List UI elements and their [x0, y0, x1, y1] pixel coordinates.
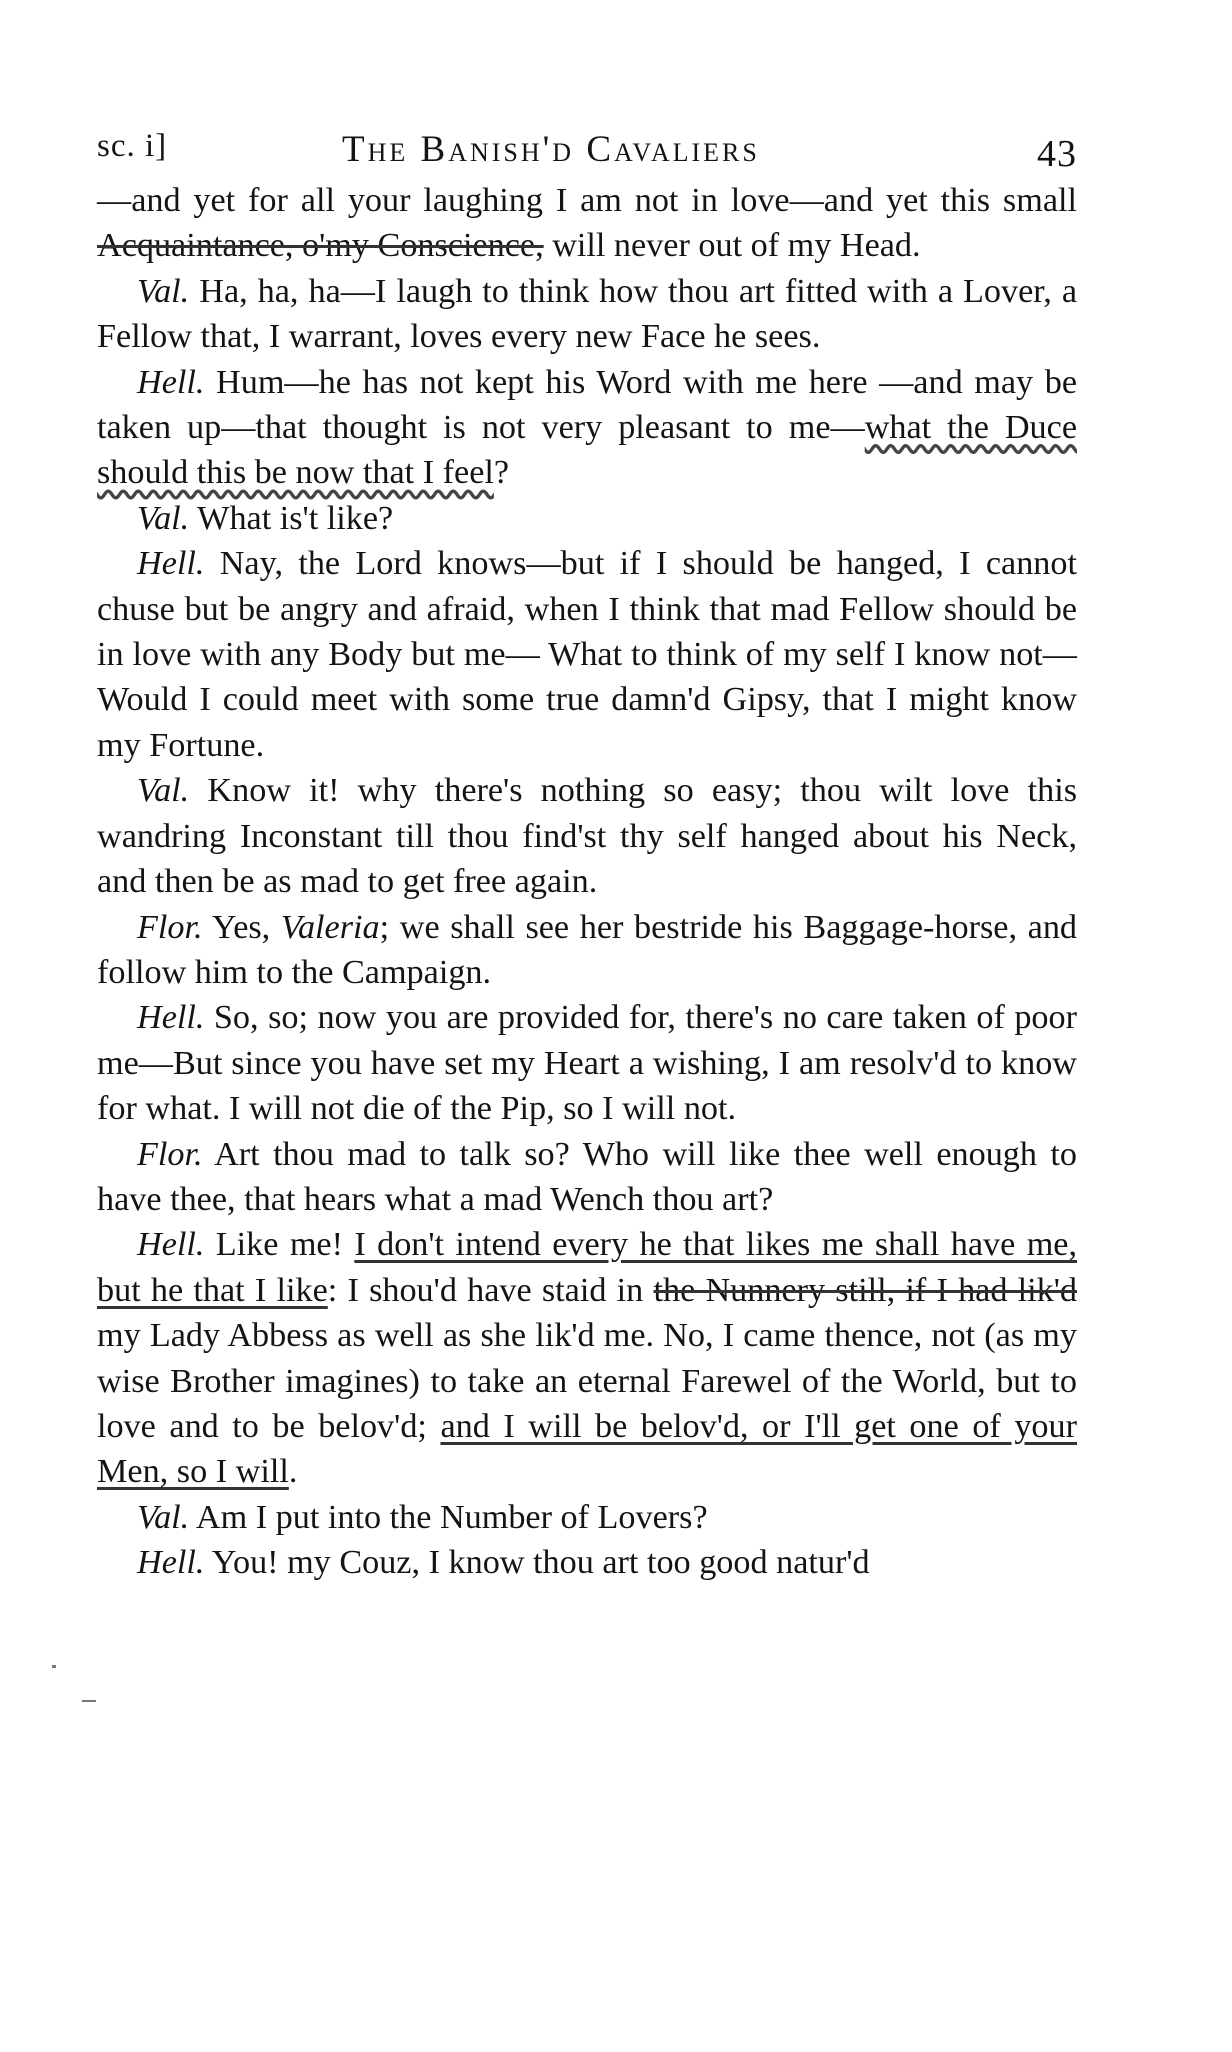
speech-text: my Lady Abbess as well as she lik'd me. No, I came thence, not (as my wise Brother imagines) to take an eternal Farewel of the World, but to love and to be belov'd;	[97, 1317, 1077, 1445]
marked-text: and I will be belov'd, or I'll get one of your Men, so I will	[97, 1407, 1077, 1491]
passage	[97, 496, 1077, 541]
passage	[97, 178, 1077, 269]
passage	[97, 541, 1077, 768]
speech-text: Art thou mad to talk so? Who will like thee well enough to have thee, that hears what a mad Wench thou art?	[97, 1135, 1077, 1218]
stray-ink-mark	[52, 1665, 56, 1668]
speech-text: ; we shall see her bestride his Baggage-horse, and follow him to the Campaign.	[97, 908, 1078, 991]
speech-text: Hum—he has not kept his Word with me here —and may be taken up—that thought is not very pleasant to me—	[97, 363, 1077, 447]
speaker-name: Hell.	[137, 363, 205, 401]
speech-text: Am I put into the Number of Lovers?	[195, 1498, 708, 1536]
speaker-name: Val.	[137, 1498, 190, 1536]
stray-ink-mark	[82, 1700, 96, 1702]
speaker-name: Hell.	[137, 545, 205, 583]
book-page	[97, 128, 1077, 1586]
speaker-name: Val.	[137, 272, 190, 310]
speaker-name: Flor.	[137, 908, 203, 946]
speech-text: What is't like?	[197, 499, 394, 537]
passage	[97, 1540, 1077, 1585]
speech-text: : I shou'd have staid in	[327, 1271, 654, 1309]
marked-text: Acquaintance, o'my Conscience,	[97, 227, 544, 265]
speaker-name: Val.	[137, 772, 190, 810]
passage	[97, 905, 1077, 996]
speech-text: Ha, ha, ha—I laugh to think how thou art fitted with a Lover, a Fellow that, I warrant, loves every new Face he sees.	[97, 272, 1078, 356]
running-title: The Banish'd Cavaliers	[342, 129, 760, 170]
speech-text: .	[288, 1453, 298, 1491]
passage	[97, 269, 1077, 360]
marked-text: Valeria	[280, 908, 380, 946]
speaker-name: Hell.	[137, 1226, 205, 1264]
speech-text: ?	[493, 454, 510, 492]
page-number: 43	[1037, 133, 1077, 175]
speaker-name: Val.	[137, 499, 190, 537]
speech-text: You! my Couz, I know thou art too good natur'd	[211, 1544, 870, 1582]
marked-text: what the Duce should this be now that I feel	[97, 409, 1077, 492]
speech-text: —and yet for all your laughing I am not in love—and yet this small	[97, 182, 1077, 219]
speech-text: Nay, the Lord knows—but if I should be hanged, I cannot chuse but be angry and afraid, when I think that mad Fellow should be in love with any Body but me— What to think of my self I know not—Would I could meet with some true damn'd Gipsy, that I might know my Fortune.	[97, 545, 1077, 764]
speech-text: Know it! why there's nothing so easy; thou wilt love this wandring Inconstant till thou find'st thy self hanged about his Neck, and then be as mad to get free again.	[97, 772, 1077, 901]
speech-text: So, so; now you are provided for, there's no care taken of poor me—But since you have set my Heart a wishing, I am resolv'd to know for what. I will not die of the Pip, so I will not.	[97, 999, 1077, 1128]
marked-text: the Nunnery still, if I had lik'd	[653, 1271, 1077, 1309]
passage	[97, 1222, 1077, 1494]
play-text	[97, 178, 1077, 1586]
speech-text: Like me!	[215, 1226, 355, 1264]
passage	[97, 360, 1077, 496]
passage	[97, 1495, 1077, 1540]
scene-marker: sc. i]	[97, 128, 168, 164]
marked-text: I don't intend every he that likes me shall have me, but he that I like	[97, 1226, 1078, 1309]
speaker-name: Flor.	[137, 1135, 203, 1173]
speaker-name: Hell.	[137, 1544, 205, 1582]
passage	[97, 768, 1077, 904]
speech-text: Yes,	[211, 908, 281, 946]
speaker-name: Hell.	[137, 999, 205, 1037]
passage	[97, 995, 1077, 1131]
running-head	[97, 128, 1077, 178]
passage	[97, 1132, 1077, 1223]
speech-text: will never out of my Head.	[543, 227, 921, 265]
